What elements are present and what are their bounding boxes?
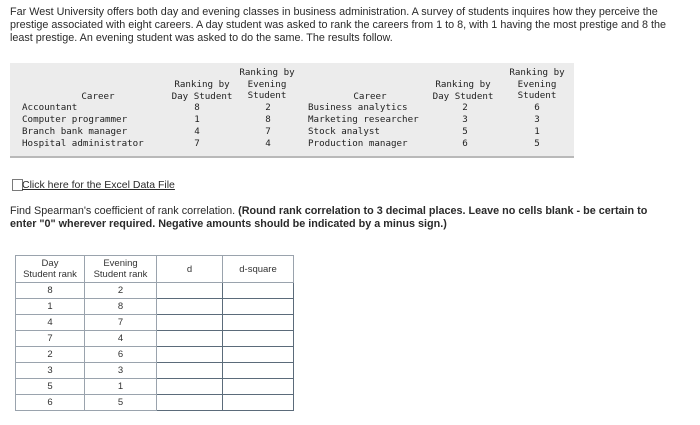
right-evening-ranks: 6 3 1 5 [534, 102, 540, 149]
d-input[interactable] [157, 347, 223, 363]
evening-rank-cell: 8 [85, 299, 157, 315]
d-square-input[interactable] [223, 395, 294, 411]
data-panel [10, 63, 574, 158]
d-input[interactable] [157, 379, 223, 395]
right-day-ranks: 2 3 5 6 [462, 102, 468, 149]
d-input[interactable] [157, 363, 223, 379]
d-input[interactable] [157, 331, 223, 347]
day-rank-cell: 2 [16, 347, 85, 363]
left-careers: Accountant Computer programmer Branch bank manager Hospital administrator [22, 102, 144, 149]
problem-intro: Far West University offers both day and evening classes in business administration. A survey of students inquires how they perceive the prestige associated with eight careers. A day student was asked to rank the careers from 1 to 8, with 1 having the most prestige and 8 the least prestige. An evening student was asked to do the same. The results follow. [10, 6, 666, 44]
evening-rank-cell: 6 [85, 347, 157, 363]
evening-rank-cell: 1 [85, 379, 157, 395]
day-rank-header: Day Student rank [16, 256, 85, 283]
day-rank-cell: 1 [16, 299, 85, 315]
d-input[interactable] [157, 395, 223, 411]
d-square-input[interactable] [223, 315, 294, 331]
question-text [10, 205, 650, 231]
day-rank-cell: 5 [16, 379, 85, 395]
left-day-ranks: 8 1 4 7 [194, 102, 200, 149]
table-row [16, 299, 294, 315]
table-row [16, 395, 294, 411]
evening-rank-cell: 7 [85, 315, 157, 331]
evening-rank-cell: 3 [85, 363, 157, 379]
d-input[interactable] [157, 315, 223, 331]
d-square-input[interactable] [223, 379, 294, 395]
d-square-input[interactable] [223, 331, 294, 347]
right-careers: Business analytics Marketing researcher Stock analyst Production manager [308, 102, 419, 149]
d-input[interactable] [157, 283, 223, 299]
day-rank-cell: 7 [16, 331, 85, 347]
left-evening-ranks: 2 8 7 4 [265, 102, 271, 149]
d-square-input[interactable] [223, 363, 294, 379]
left-evening-header: Ranking by Evening Student [239, 67, 295, 101]
evening-rank-cell: 2 [85, 283, 157, 299]
excel-data-file-link[interactable]: Click here for the Excel Data File [22, 179, 175, 191]
evening-rank-cell: 4 [85, 331, 157, 347]
right-day-header: Ranking by Day Student [432, 79, 494, 102]
d-square-input[interactable] [223, 299, 294, 315]
day-rank-cell: 4 [16, 315, 85, 331]
d-header: d [157, 256, 223, 283]
table-row [16, 379, 294, 395]
evening-rank-header: Evening Student rank [85, 256, 157, 283]
left-career-header: Career [81, 91, 115, 102]
table-row [16, 331, 294, 347]
spearman-table [15, 255, 294, 411]
evening-rank-cell: 5 [85, 395, 157, 411]
right-evening-header: Ranking by Evening Student [509, 67, 565, 101]
day-rank-cell: 8 [16, 283, 85, 299]
table-row [16, 283, 294, 299]
question-plain: Find Spearman's coefficient of rank correlation. [10, 205, 239, 217]
left-day-header: Ranking by Day Student [171, 79, 233, 102]
table-row [16, 347, 294, 363]
day-rank-cell: 3 [16, 363, 85, 379]
table-row [16, 363, 294, 379]
d-input[interactable] [157, 299, 223, 315]
d-square-input[interactable] [223, 347, 294, 363]
day-rank-cell: 6 [16, 395, 85, 411]
d-square-header: d-square [223, 256, 294, 283]
d-square-input[interactable] [223, 283, 294, 299]
right-career-header: Career [353, 91, 387, 102]
table-row [16, 315, 294, 331]
question-instructions: (Round rank correlation to 3 decimal places. Leave no cells blank - be certain to enter "0" wherever required. Negative amounts should be indicated by a minus sign.) [10, 205, 648, 230]
